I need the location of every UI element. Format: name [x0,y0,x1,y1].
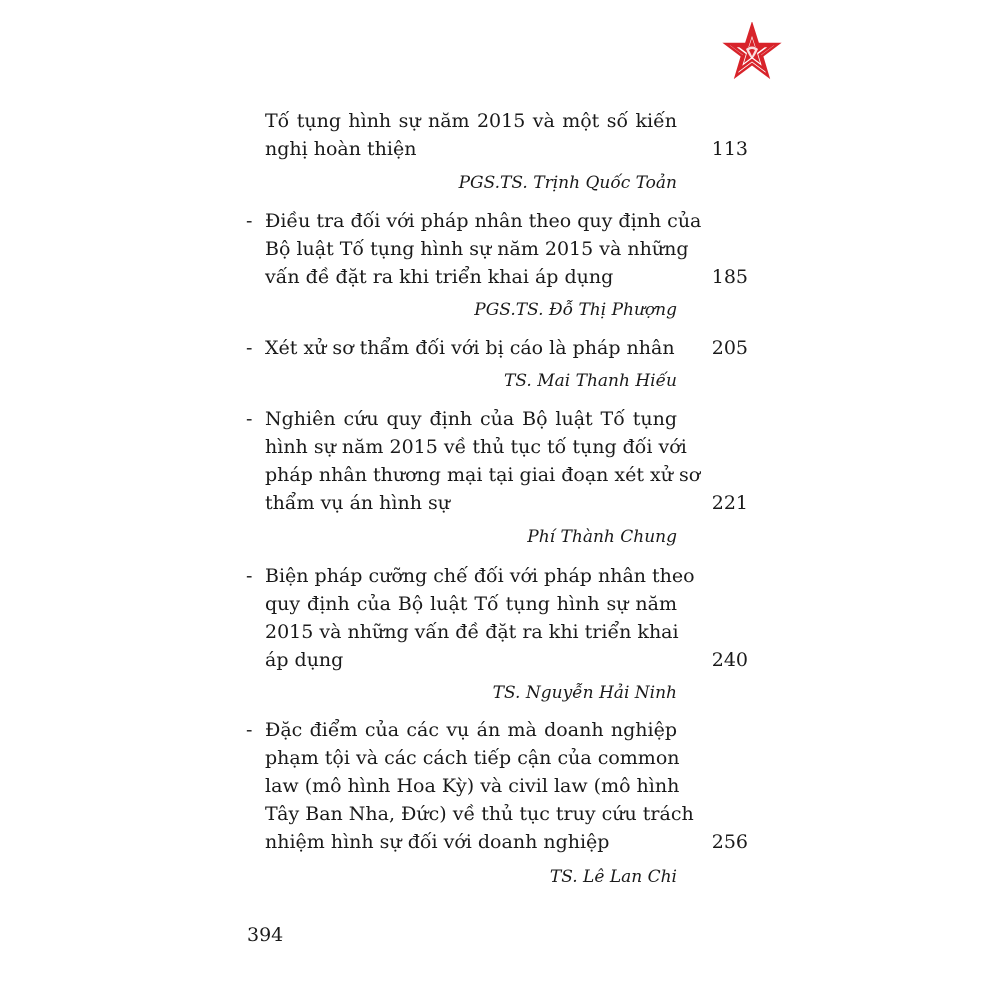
entry-title-line: quy định của Bộ luật Tố tụng hình sự năm [265,593,677,615]
entry-page-number: 113 [711,138,748,160]
entry-author: TS. Mai Thanh Hiếu [504,371,677,391]
entry-page-number: 240 [711,649,748,671]
entry-page-number: 256 [711,831,748,853]
entry-author: Phí Thành Chung [527,527,677,547]
entry-bullet: - [246,719,253,741]
entry-title-line: thẩm vụ án hình sự [265,492,450,514]
entry-title-line: Tố tụng hình sự năm 2015 và một số kiến [265,110,677,132]
entry-title-line: nghị hoàn thiện [265,138,417,160]
entry-page-number: 221 [711,492,748,514]
entry-title-line: vấn đề đặt ra khi triển khai áp dụng [265,266,614,288]
entry-author: PGS.TS. Đỗ Thị Phượng [474,300,677,320]
entry-title-line: Đặc điểm của các vụ án mà doanh nghiệp [265,719,677,741]
entry-title-line: áp dụng [265,649,344,671]
entry-author: TS. Nguyễn Hải Ninh [492,683,677,703]
entry-author: PGS.TS. Trịnh Quốc Toản [458,173,677,193]
entry-bullet: - [246,565,253,587]
entry-title-line: Điều tra đối với pháp nhân theo quy định của [265,210,702,232]
entry-title-line: Xét xử sơ thẩm đối với bị cáo là pháp nhân [265,337,675,359]
entry-title-line: Bộ luật Tố tụng hình sự năm 2015 và những [265,238,689,260]
entry-author: TS. Lê Lan Chi [549,867,677,887]
entry-title-line: Nghiên cứu quy định của Bộ luật Tố tụng [265,408,677,430]
entry-title-line: 2015 và những vấn đề đặt ra khi triển khai [265,621,679,643]
entry-title-line: Biện pháp cưỡng chế đối với pháp nhân theo [265,565,695,587]
entry-page-number: 185 [711,266,748,288]
entry-title-line: nhiệm hình sự đối với doanh nghiệp [265,831,610,853]
entry-bullet: - [246,210,253,232]
entry-title-line: Tây Ban Nha, Đức) về thủ tục truy cứu trách [265,803,694,825]
entry-bullet: - [246,337,253,359]
entry-title-line: law (mô hình Hoa Kỳ) và civil law (mô hình [265,775,680,797]
entry-bullet: - [246,408,253,430]
entry-title-line: pháp nhân thương mại tại giai đoạn xét xử sơ [265,464,701,486]
entry-page-number: 205 [711,337,748,359]
entry-title-line: hình sự năm 2015 về thủ tục tố tụng đối với [265,436,687,458]
page-number: 394 [247,924,284,946]
entry-title-line: phạm tội và các cách tiếp cận của common [265,747,680,769]
